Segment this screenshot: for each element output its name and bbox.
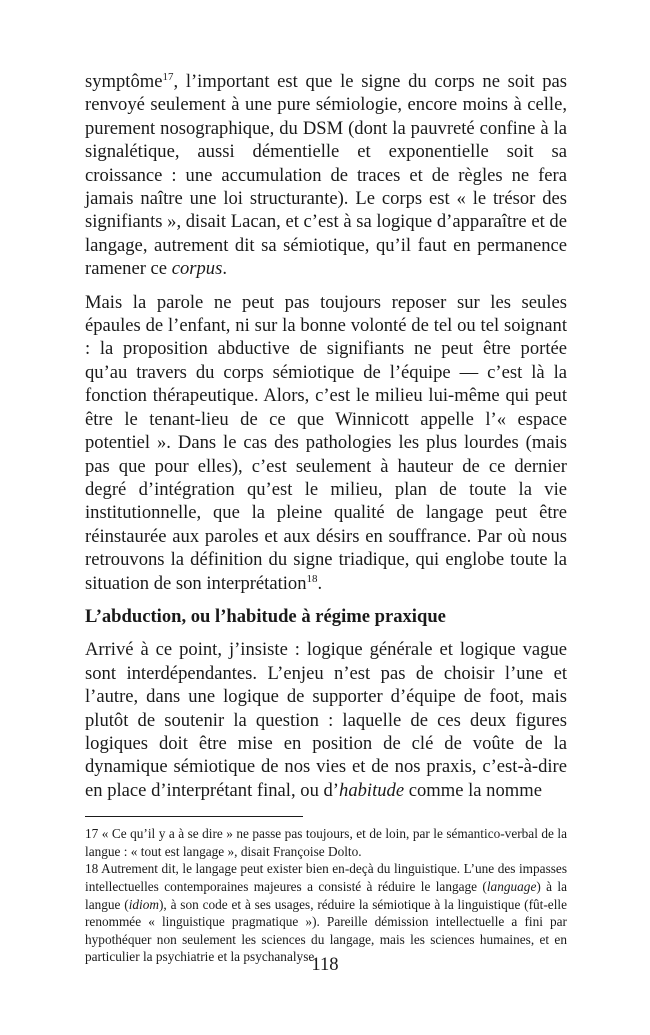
page-number: 118 <box>311 954 339 975</box>
text-run: , l’important est que le signe du corps ne soit pas renvoyé seulement à une pure sémiologie, encore moins à celle, purement nosographique, du DSM (dont la pauvreté confine à la signalétique, aussi démentielle et exponentielle soit sa croissance : une accumulation de traces et de règles ne fera jamais naître une loi structurante). Le corps est « le trésor des signifiants », disait Lacan, et c’est à sa logique d’apparaître et de langage, autrement dit sa sémiotique, qu’il faut en permanence ramener ce <box>85 71 567 280</box>
text-run: ) à la langue ( <box>85 878 567 912</box>
text-run: . <box>222 258 227 280</box>
text-run: . <box>317 572 323 594</box>
page-body <box>85 70 567 966</box>
footnote-18 <box>85 860 567 966</box>
text-run: 18 Autrement dit, le langage peut exister bien en-deçà du linguistique. L’une des impasses intellectuelles contemporaines majeures a consisté à réduire le langage ( <box>85 861 567 894</box>
italic-run: language <box>486 878 537 894</box>
paragraph-2 <box>85 291 567 595</box>
paragraph-3 <box>85 638 567 802</box>
text-run: Mais la parole ne peut pas toujours reposer sur les seules épaules de l’enfant, ni sur la bonne volonté de tel ou tel soignant : la proposition abductive de signifiants ne peut être portée qu’au travers du corps sémiotique de l’équipe — c’est là la fonction thérapeutique. Alors, c’est le milieu lui-même qui peut être le tenant-lieu de ce que Winnicott appelle l’« espace potentiel ». Dans le cas des pathologies les plus lourdes (mais pas que pour elles), c’est seulement à hauteur de ce dernier degré d’intégration qu’est le milieu, plan de toute la vie institutionnelle, que la pleine qualité de langage peut être réinstaurée aux paroles et aux désirs en souffrance. Par où nous retrouvons la définition du signe triadique, qui englobe toute la situation de son interprétation <box>85 291 567 594</box>
section-heading: L’abduction, ou l’habitude à régime praxique <box>85 605 446 627</box>
footnote-divider <box>85 816 303 817</box>
footnote-ref-18[interactable]: 18 <box>306 572 318 585</box>
italic-run: idiom <box>128 896 159 912</box>
paragraph-1 <box>85 70 567 281</box>
footnote-ref-17[interactable]: 17 <box>162 70 174 83</box>
text-run: Arrivé à ce point, j’insiste : logique générale et logique vague sont interdépendantes. L’enjeu n’est pas de choisir l’une et l’autre, dans une logique de supporter d’équipe de foot, mais plutôt de soutenir la question : laquelle de ces deux figures logiques doit être mise en position de clé de voûte de la dynamique sémiotique de nos vies et de nos praxis, c’est-à-dire en place d’interprétant final, ou d’ <box>85 639 567 801</box>
text-run: comme la nomme <box>404 779 542 801</box>
italic-run: corpus <box>171 258 223 280</box>
italic-run: habitude <box>339 779 405 801</box>
text-run: symptôme <box>85 71 163 92</box>
text-run: ), à son code et à ses usages, réduire la sémiotique à la linguistique (fût-elle renommée « linguistique pragmatique »). Pareille démission intellectuelle a fini par hypothéquer non seulement les sciences du langage, mais les sciences humaines, et en particulier la psychiatrie et la psychanalyse. <box>85 896 567 965</box>
footnote-17: 17 « Ce qu’il y a à se dire » ne passe pas toujours, et de loin, par le sémantico-verbal de la langue : « tout est langage », disait Françoise Dolto. <box>85 826 567 859</box>
